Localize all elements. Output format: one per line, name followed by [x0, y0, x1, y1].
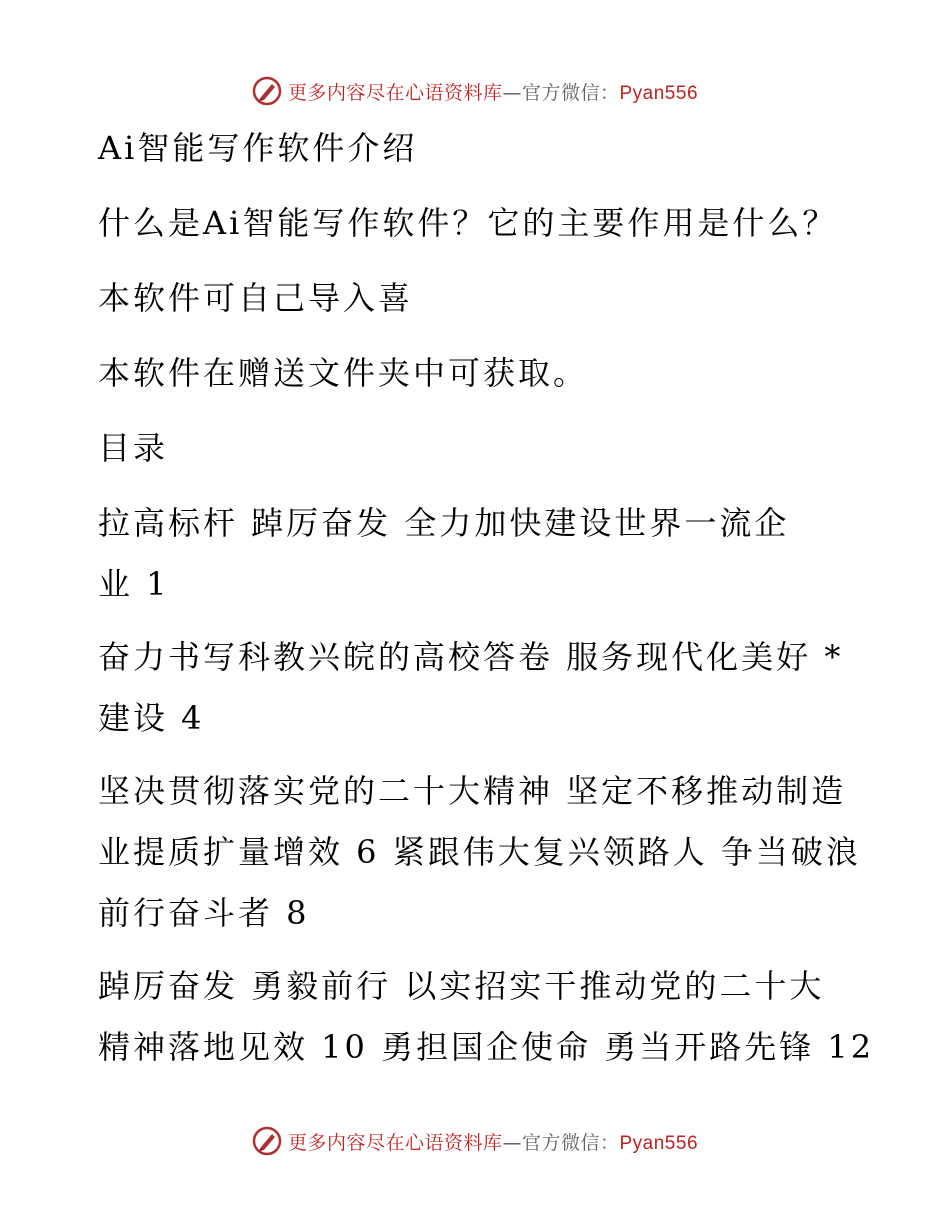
watermark-main-text: 更多内容尽在心语资料库 — [287, 1132, 503, 1154]
pen-logo-icon — [252, 1126, 282, 1156]
toc-line: 拉高标杆 踔厉奋发 全力加快建设世界一流企 — [98, 504, 790, 542]
toc-line: 奋力书写科教兴皖的高校答卷 服务现代化美好 * — [98, 638, 844, 676]
watermark-main-text: 更多内容尽在心语资料库 — [287, 82, 503, 104]
watermark-wechat-label: 官方微信： — [521, 1132, 620, 1154]
toc-entry-3 — [98, 761, 861, 944]
toc-line: 前行奋斗者 8 — [98, 894, 310, 932]
toc-entry-1 — [98, 493, 858, 615]
watermark-header — [0, 78, 950, 109]
watermark-dash: — — [502, 1132, 522, 1154]
toc-line: 业 1 — [98, 565, 170, 603]
document-title: Ai智能写作软件介绍 — [98, 129, 418, 167]
toc-line: 踔厉奋发 勇毅前行 以实招实干推动党的二十大 — [98, 967, 825, 1005]
paragraph-obtain: 本软件在赠送文件夹中可获取。 — [98, 354, 589, 392]
watermark-dash: — — [502, 82, 522, 104]
paragraph-import: 本软件可自己导入喜 — [98, 279, 414, 317]
toc-line: 建设 4 — [98, 699, 205, 737]
toc-heading: 目录 — [98, 429, 169, 467]
toc-line: 精神落地见效 10 勇担国企使命 勇当开路先锋 12 — [98, 1028, 875, 1066]
watermark-wechat-id: Pyan556 — [619, 1133, 699, 1154]
toc-entry-2 — [98, 627, 858, 749]
watermark-wechat-label: 官方微信： — [521, 82, 620, 104]
toc-entry-4 — [98, 956, 875, 1078]
toc-line: 业提质扩量增效 6 紧跟伟大复兴领路人 争当破浪 — [98, 833, 861, 871]
pen-logo-icon — [252, 76, 282, 106]
watermark-wechat-id: Pyan556 — [619, 83, 699, 104]
document-body — [98, 118, 875, 1078]
watermark-footer — [0, 1128, 950, 1159]
toc-line: 坚决贯彻落实党的二十大精神 坚定不移推动制造 — [98, 772, 847, 810]
paragraph-question: 什么是Ai智能写作软件？它的主要作用是什么？ — [98, 204, 838, 242]
